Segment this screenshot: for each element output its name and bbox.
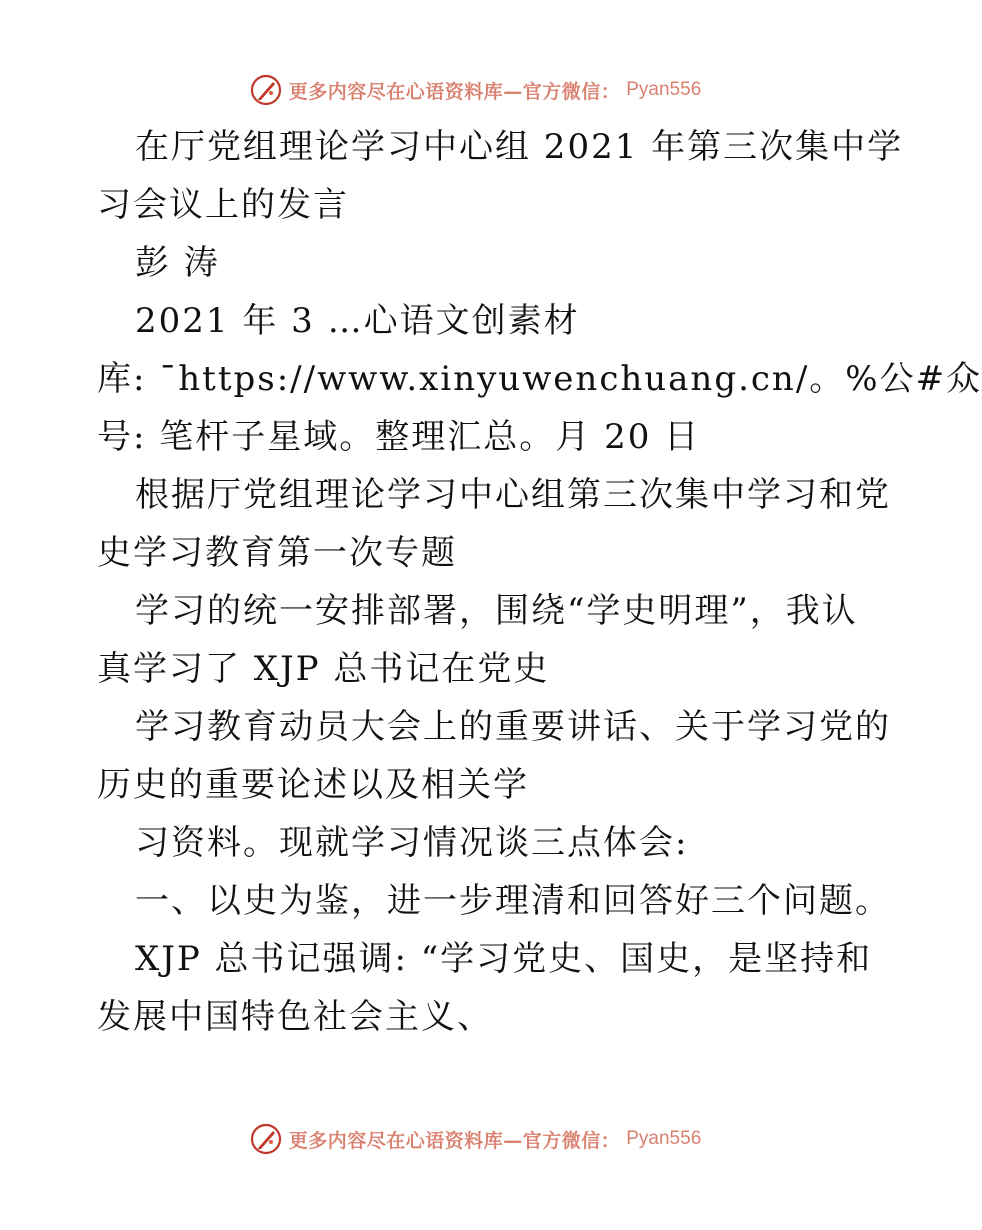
document-line: XJP 总书记强调: “学习党史、国史，是坚持和 xyxy=(135,939,873,979)
watermark-wechat-id: Pyan556 xyxy=(626,1128,702,1149)
document-line: 学习教育动员大会上的重要讲话、关于学习党的 xyxy=(135,707,891,747)
document-line: 根据厅党组理论学习中心组第三次集中学习和党 xyxy=(135,475,891,515)
document-line: 在厅党组理论学习中心组 2021 年第三次集中学 xyxy=(135,127,904,167)
document-line: 号: 笔杆子星域。整理汇总。月 20 日 xyxy=(97,417,701,457)
watermark-text: 更多内容尽在心语资料库—官方微信： xyxy=(288,1129,621,1152)
watermark-text: 更多内容尽在心语资料库—官方微信： xyxy=(288,80,621,103)
header-watermark xyxy=(0,70,950,110)
quill-pen-circle-icon xyxy=(249,73,283,107)
footer-watermark xyxy=(0,1119,950,1159)
watermark-wechat-id: Pyan556 xyxy=(626,79,702,100)
document-line: 习资料。现就学习情况谈三点体会: xyxy=(135,823,689,863)
document-line: 学习的统一安排部署，围绕“学史明理”，我认 xyxy=(135,591,858,631)
document-body xyxy=(97,118,982,1046)
document-line: 库: ¯https://www.xinyuwenchuang.cn/。%公#众 xyxy=(97,359,982,399)
document-line: 史学习教育第一次专题 xyxy=(97,533,457,573)
document-line: 2021 年 3 …心语文创素材 xyxy=(135,301,580,341)
document-line: 历史的重要论述以及相关学 xyxy=(97,765,529,805)
document-line: 真学习了 XJP 总书记在党史 xyxy=(97,649,550,689)
document-line: 彭 涛 xyxy=(135,243,220,283)
document-line: 发展中国特色社会主义、 xyxy=(97,997,493,1037)
document-line: 一、以史为鉴，进一步理清和回答好三个问题。 xyxy=(135,881,891,921)
document-line: 习会议上的发言 xyxy=(97,185,349,225)
quill-pen-circle-icon xyxy=(249,1122,283,1156)
